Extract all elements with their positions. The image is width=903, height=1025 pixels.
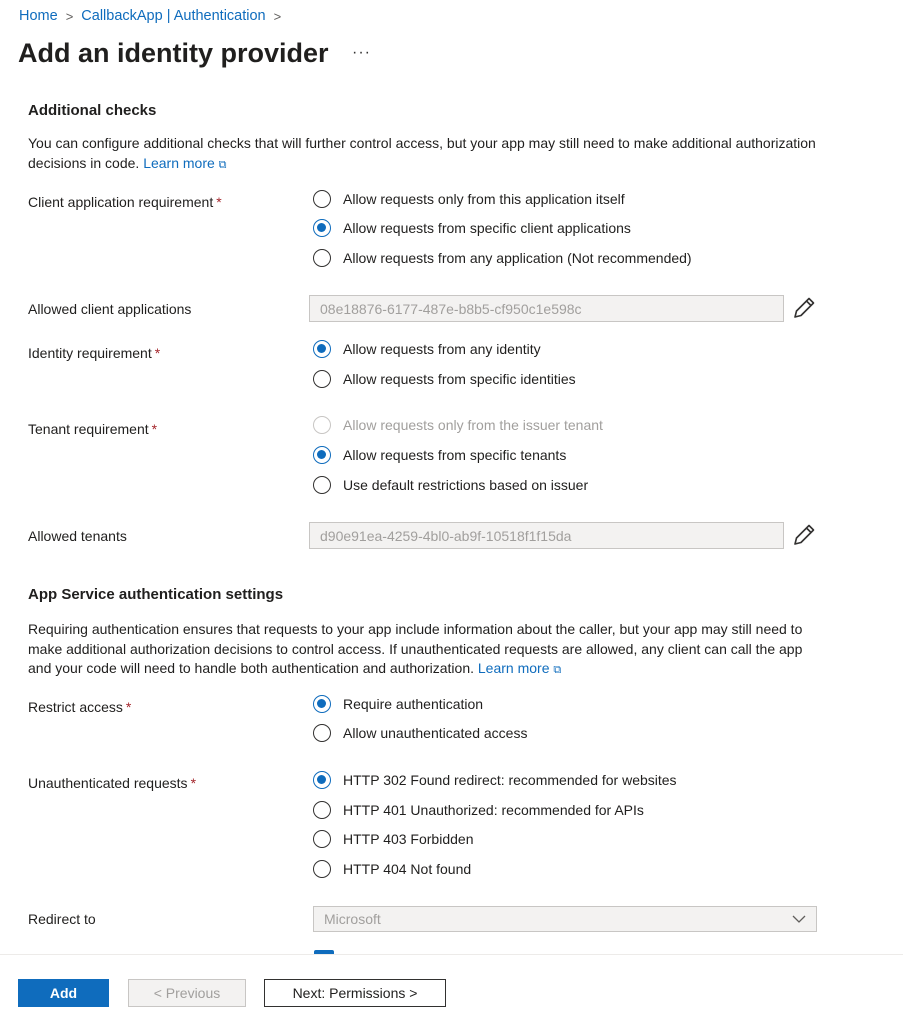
required-marker: * xyxy=(216,194,222,210)
additional-checks-heading: Additional checks xyxy=(28,102,157,119)
edit-pencil-icon[interactable] xyxy=(788,519,820,551)
required-marker: * xyxy=(154,345,161,361)
learn-more-link[interactable]: Learn more ⧉ xyxy=(143,154,227,171)
chevron-right-icon: > xyxy=(273,8,282,24)
breadcrumb-home[interactable]: Home xyxy=(19,8,58,24)
redirect-to-label: Redirect to xyxy=(28,911,96,927)
allowed-tenants-label: Allowed tenants xyxy=(28,528,127,544)
radio-circle xyxy=(313,340,331,358)
radio-allow-unauthenticated[interactable]: Allow unauthenticated access xyxy=(313,722,527,744)
radio-circle xyxy=(313,446,331,464)
radio-identity-any[interactable]: Allow requests from any identity xyxy=(313,338,541,360)
radio-circle xyxy=(313,724,331,742)
unauthenticated-requests-label: Unauthenticated requests * xyxy=(28,775,197,791)
breadcrumb-callbackapp-authentication[interactable]: CallbackApp | Authentication xyxy=(81,8,266,24)
auth-settings-heading: App Service authentication settings xyxy=(28,586,284,603)
radio-circle xyxy=(313,801,331,819)
radio-http-404[interactable]: HTTP 404 Not found xyxy=(313,858,471,880)
radio-circle xyxy=(313,695,331,713)
tenant-requirement-label: Tenant requirement * xyxy=(28,421,158,437)
more-options-icon[interactable]: ··· xyxy=(352,44,371,61)
identity-requirement-label: Identity requirement * xyxy=(28,345,161,361)
radio-require-authentication[interactable]: Require authentication xyxy=(313,693,483,715)
next-permissions-button[interactable]: Next: Permissions > xyxy=(264,979,446,1007)
radio-circle xyxy=(313,830,331,848)
redirect-to-value: Microsoft xyxy=(324,911,381,927)
previous-button: < Previous xyxy=(128,979,246,1007)
radio-circle xyxy=(313,219,331,237)
auth-settings-description: Requiring authentication ensures that requests to your app include information about the caller, but your app may still need to make additional authorization decisions to control access. If unauthenticated requests are allowed, any client can call the app and your code will need to handle both authentication and authorization. Learn more ⧉ xyxy=(28,621,803,676)
additional-checks-description: You can configure additional checks that will further control access, but your app may still need to make additional authorization decisions in code. Learn more ⧉ xyxy=(28,135,816,171)
chevron-down-icon xyxy=(792,911,806,927)
required-marker: * xyxy=(125,699,132,715)
radio-circle xyxy=(313,190,331,208)
client-application-requirement-label: Client application requirement * xyxy=(28,194,222,210)
external-link-icon: ⧉ xyxy=(553,664,562,676)
allowed-tenants-input[interactable] xyxy=(309,522,784,549)
footer-bar xyxy=(0,954,903,1025)
redirect-to-dropdown[interactable] xyxy=(313,906,817,932)
restrict-access-label: Restrict access * xyxy=(28,699,132,715)
allowed-client-applications-label: Allowed client applications xyxy=(28,301,192,317)
radio-http-401[interactable]: HTTP 401 Unauthorized: recommended for APIs xyxy=(313,799,644,821)
radio-client-specific-applications[interactable]: Allow requests from specific client applications xyxy=(313,217,631,239)
breadcrumb xyxy=(19,8,289,24)
radio-circle xyxy=(313,416,331,434)
radio-circle xyxy=(313,860,331,878)
radio-circle xyxy=(313,249,331,267)
radio-tenant-specific[interactable]: Allow requests from specific tenants xyxy=(313,444,566,466)
required-marker: * xyxy=(151,421,158,437)
radio-circle xyxy=(313,370,331,388)
required-marker: * xyxy=(190,775,197,791)
radio-client-this-application[interactable]: Allow requests only from this application itself xyxy=(313,188,625,210)
radio-circle xyxy=(313,476,331,494)
radio-http-403[interactable]: HTTP 403 Forbidden xyxy=(313,828,473,850)
add-button[interactable]: Add xyxy=(18,979,109,1007)
learn-more-link[interactable]: Learn more ⧉ xyxy=(477,660,562,676)
radio-circle xyxy=(313,771,331,789)
chevron-right-icon: > xyxy=(65,8,74,24)
radio-identity-specific[interactable]: Allow requests from specific identities xyxy=(313,368,576,390)
edit-pencil-icon[interactable] xyxy=(788,292,820,324)
external-link-icon: ⧉ xyxy=(218,158,227,171)
page-title: Add an identity provider xyxy=(18,38,329,68)
radio-tenant-issuer: Allow requests only from the issuer tenant xyxy=(313,414,603,436)
radio-client-any-application[interactable]: Allow requests from any application (Not recommended) xyxy=(313,247,692,269)
radio-tenant-default[interactable]: Use default restrictions based on issuer xyxy=(313,474,588,496)
radio-http-302[interactable]: HTTP 302 Found redirect: recommended for websites xyxy=(313,769,677,791)
allowed-client-applications-input[interactable] xyxy=(309,295,784,322)
